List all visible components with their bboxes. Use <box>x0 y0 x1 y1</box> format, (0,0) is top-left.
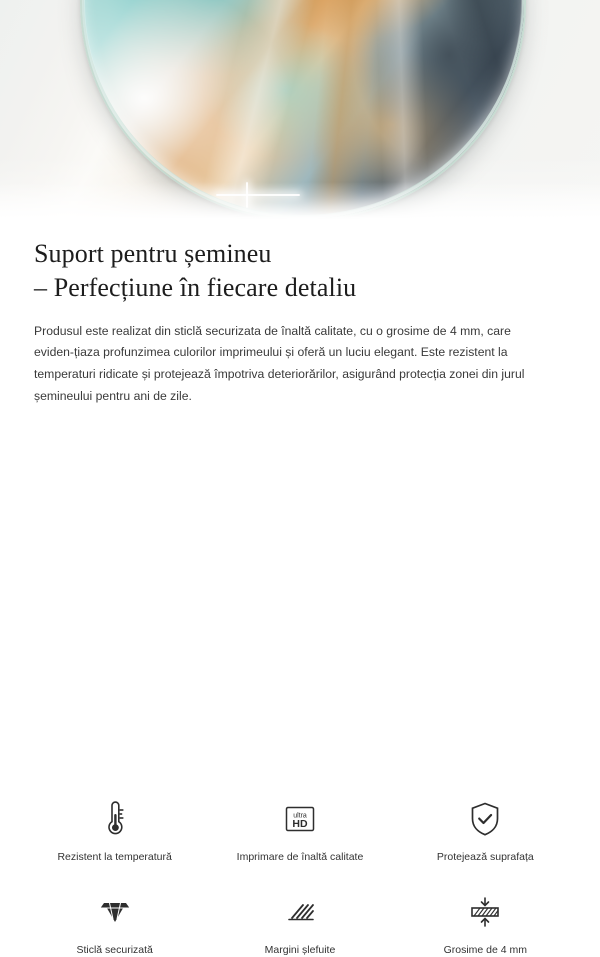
feature-item-surface-protection <box>393 796 578 865</box>
feature-item-thickness <box>393 889 578 957</box>
feature-item-print-quality <box>207 796 392 865</box>
shield-check-icon <box>462 796 508 842</box>
polished-edges-icon <box>277 889 323 935</box>
page-title <box>0 222 600 305</box>
feature-item-tempered-glass <box>22 889 207 957</box>
page-title-line-1: Suport pentru șemineu <box>34 239 272 268</box>
hero-bottom-fade <box>0 182 600 222</box>
ultra-hd-icon <box>277 796 323 842</box>
feature-label: Protejează suprafața <box>436 851 534 863</box>
feature-item-temperature <box>22 796 207 865</box>
svg-text:ultra: ultra <box>293 812 307 820</box>
feature-label: Rezistent la temperatură <box>57 851 172 863</box>
feature-label: Imprimare de înaltă calitate <box>236 851 364 863</box>
svg-text:HD: HD <box>292 818 308 830</box>
description-paragraph: Produsul este realizat din sticlă securizata de înaltă calitate, cu o grosime de 4 mm, care eviden-țiaza profunzimea culorilor imprimeului și oferă un luciu elegant. Este rezistent la temperaturi ridicate și protejează împotriva deteriorărilor, asigurând protecția zonei din jurul șemineului pentru ani de zile. <box>34 323 525 403</box>
hero-image <box>0 0 600 222</box>
diamond-icon <box>92 889 138 935</box>
thickness-4mm-icon <box>462 889 508 935</box>
feature-label: Sticlă securizată <box>76 943 153 956</box>
feature-label: Margini șlefuite <box>264 943 336 956</box>
feature-item-polished-edges <box>207 889 392 957</box>
content-block <box>0 222 600 407</box>
feature-label: Grosime de 4 mm <box>443 943 528 956</box>
thermometer-icon <box>92 796 138 842</box>
page-title-line-2: – Perfecțiune în fiecare detaliu <box>34 272 357 302</box>
